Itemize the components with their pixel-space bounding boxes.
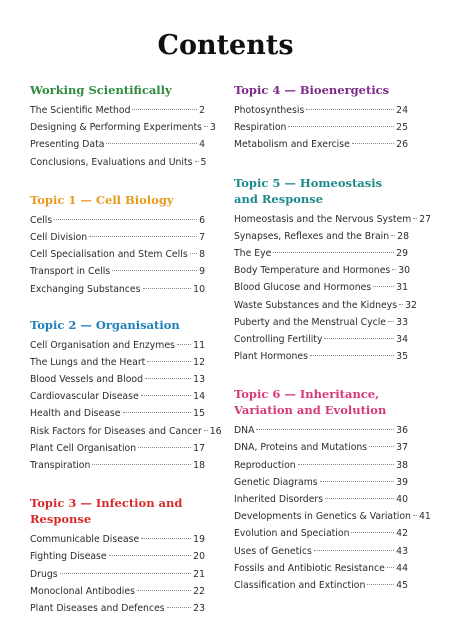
entry-page-number: 36 bbox=[396, 425, 408, 437]
contents-entry[interactable] bbox=[234, 457, 408, 474]
dot-leader bbox=[92, 464, 191, 465]
dot-leader bbox=[60, 573, 192, 574]
entry-title: Metabolism and Exercise bbox=[234, 139, 350, 151]
page-title: Contents bbox=[157, 30, 294, 61]
contents-section bbox=[30, 82, 216, 171]
left-column bbox=[30, 82, 222, 638]
entry-title: The Lungs and the Heart bbox=[30, 356, 146, 368]
entry-page-number: 27 bbox=[419, 213, 432, 225]
contents-entry[interactable] bbox=[30, 583, 205, 600]
entry-title: Photosynthesis bbox=[234, 105, 305, 116]
dot-leader bbox=[204, 430, 208, 431]
entry-page-number: 7 bbox=[199, 231, 205, 243]
dot-leader bbox=[137, 590, 191, 591]
dot-leader bbox=[325, 498, 394, 499]
entry-page-number: 16 bbox=[209, 425, 222, 437]
entry-title: Transport in Cells bbox=[30, 266, 111, 278]
contents-entry[interactable] bbox=[30, 405, 205, 422]
dot-leader bbox=[89, 236, 197, 237]
contents-entry[interactable] bbox=[234, 136, 408, 153]
dot-leader bbox=[298, 464, 394, 465]
dot-leader bbox=[195, 161, 199, 162]
contents-entry[interactable] bbox=[30, 119, 216, 136]
entry-title: The Eye bbox=[234, 247, 272, 259]
entry-page-number: 5 bbox=[200, 156, 207, 168]
entry-page-number: 9 bbox=[199, 266, 205, 278]
entry-title: Fossils and Antibiotic Resistance bbox=[234, 562, 385, 574]
dot-leader bbox=[141, 395, 191, 396]
entry-title: Homeostasis and the Nervous System bbox=[234, 213, 412, 225]
entry-title: Uses of Genetics bbox=[234, 545, 312, 557]
entry-page-number: 33 bbox=[396, 316, 408, 328]
section-heading: Topic 5 — Homeostasis and Response bbox=[234, 175, 383, 206]
entry-page-number: 26 bbox=[396, 139, 408, 151]
section-heading: Topic 2 — Organisation bbox=[30, 317, 180, 332]
dot-leader bbox=[399, 304, 403, 305]
dot-leader bbox=[147, 361, 191, 362]
entry-title: DNA bbox=[234, 425, 255, 437]
contents-section bbox=[30, 192, 205, 298]
dot-leader bbox=[324, 338, 394, 339]
entry-title: Exchanging Substances bbox=[30, 283, 141, 295]
entry-page-number: 3 bbox=[210, 122, 216, 134]
contents-entry[interactable] bbox=[234, 474, 408, 491]
entry-page-number: 37 bbox=[396, 442, 408, 454]
entry-page-number: 30 bbox=[398, 265, 411, 277]
entry-title: The Scientific Method bbox=[30, 105, 131, 116]
entry-title: Plant Hormones bbox=[234, 351, 308, 363]
entry-page-number: 2 bbox=[199, 105, 205, 116]
right-column bbox=[234, 82, 432, 615]
entry-page-number: 34 bbox=[396, 333, 408, 345]
dot-leader bbox=[310, 355, 394, 356]
dot-leader bbox=[320, 481, 395, 482]
dot-leader bbox=[138, 447, 191, 448]
contents-entry[interactable] bbox=[30, 281, 205, 298]
entry-page-number: 28 bbox=[397, 230, 409, 242]
dot-leader bbox=[54, 219, 197, 220]
entry-page-number: 29 bbox=[396, 247, 408, 259]
entry-page-number: 18 bbox=[193, 460, 205, 471]
section-heading: Working Scientifically bbox=[30, 83, 172, 97]
entry-title: Blood Glucose and Hormones bbox=[234, 282, 372, 294]
contents-entry[interactable] bbox=[234, 228, 408, 245]
entry-page-number: 25 bbox=[396, 122, 408, 134]
contents-entry[interactable] bbox=[30, 548, 205, 565]
contents-entry[interactable] bbox=[234, 491, 408, 508]
contents-entry[interactable] bbox=[30, 531, 205, 548]
contents-entry[interactable] bbox=[234, 297, 417, 314]
dot-leader bbox=[132, 109, 197, 110]
entry-page-number: 35 bbox=[396, 351, 408, 363]
contents-entry[interactable] bbox=[30, 440, 205, 457]
entry-title: Monoclonal Antibodies bbox=[30, 585, 135, 597]
dot-leader bbox=[369, 446, 394, 447]
contents-entry[interactable] bbox=[234, 279, 408, 296]
entry-title: Cell Organisation and Enzymes bbox=[30, 339, 175, 351]
contents-entry[interactable] bbox=[30, 154, 205, 171]
contents-entry[interactable] bbox=[234, 348, 408, 365]
dot-leader bbox=[190, 253, 197, 254]
entry-title: Blood Vessels and Blood bbox=[30, 374, 144, 386]
dot-leader bbox=[306, 109, 394, 110]
entry-title: Cell Specialisation and Stem Cells bbox=[30, 249, 188, 261]
contents-entry[interactable] bbox=[234, 422, 408, 439]
contents-entry[interactable] bbox=[30, 102, 205, 119]
contents-entry[interactable] bbox=[30, 337, 205, 354]
entry-page-number: 4 bbox=[199, 139, 205, 151]
entry-page-number: 14 bbox=[193, 391, 205, 403]
contents-section bbox=[234, 175, 432, 366]
dot-leader bbox=[177, 344, 191, 345]
dot-leader bbox=[314, 550, 394, 551]
contents-entry[interactable] bbox=[234, 119, 408, 136]
entry-title: Genetic Diagrams bbox=[234, 476, 318, 488]
dot-leader bbox=[351, 532, 394, 533]
dot-leader bbox=[288, 126, 394, 127]
dot-leader bbox=[352, 143, 394, 144]
contents-entry[interactable] bbox=[234, 439, 408, 456]
contents-entry[interactable] bbox=[30, 354, 205, 371]
contents-entry[interactable] bbox=[30, 229, 205, 246]
dot-leader bbox=[388, 321, 394, 322]
entry-page-number: 13 bbox=[193, 374, 205, 386]
contents-section bbox=[234, 386, 431, 594]
entry-title: Waste Substances and the Kidneys bbox=[234, 299, 398, 311]
entry-title: Cell Division bbox=[30, 231, 88, 243]
entry-title: Cells bbox=[30, 214, 53, 226]
contents-entry[interactable] bbox=[234, 543, 408, 560]
dot-leader bbox=[123, 412, 192, 413]
contents-entry[interactable] bbox=[30, 263, 205, 280]
entry-title: Puberty and the Menstrual Cycle bbox=[234, 316, 387, 328]
entry-title: Reproduction bbox=[234, 459, 296, 471]
dot-leader bbox=[204, 126, 208, 127]
dot-leader bbox=[109, 555, 192, 556]
contents-entry[interactable] bbox=[30, 566, 205, 583]
contents-entry[interactable] bbox=[30, 246, 205, 263]
entry-page-number: 6 bbox=[199, 214, 205, 226]
entry-page-number: 10 bbox=[193, 283, 205, 295]
dot-leader bbox=[413, 515, 417, 516]
dot-leader bbox=[112, 270, 197, 271]
entry-page-number: 11 bbox=[193, 339, 205, 351]
entry-title: Transpiration bbox=[30, 460, 91, 471]
entry-title: Plant Diseases and Defences bbox=[30, 602, 165, 614]
entry-title: Synapses, Reflexes and the Brain bbox=[234, 230, 390, 242]
entry-title: Presenting Data bbox=[30, 139, 105, 151]
contents-entry[interactable] bbox=[30, 388, 205, 405]
entry-page-number: 20 bbox=[193, 551, 205, 563]
entry-page-number: 39 bbox=[396, 476, 408, 488]
entry-title: Body Temperature and Hormones bbox=[234, 265, 391, 277]
entry-page-number: 44 bbox=[396, 562, 408, 574]
entry-page-number: 21 bbox=[193, 568, 205, 580]
entry-title: Inherited Disorders bbox=[234, 494, 324, 505]
dot-leader bbox=[392, 269, 396, 270]
entry-page-number: 41 bbox=[418, 511, 431, 523]
dot-leader bbox=[373, 286, 394, 287]
entry-page-number: 24 bbox=[396, 105, 408, 116]
contents-entry[interactable] bbox=[30, 600, 205, 617]
entry-title: Respiration bbox=[234, 122, 287, 134]
dot-leader bbox=[141, 538, 191, 539]
entry-title: Evolution and Speciation bbox=[234, 528, 350, 540]
entry-title: Drugs bbox=[30, 568, 58, 580]
entry-title: Risk Factors for Diseases and Cancer bbox=[30, 425, 202, 437]
contents-entry[interactable] bbox=[30, 457, 205, 474]
dot-leader bbox=[387, 567, 394, 568]
section-heading: Topic 1 — Cell Biology bbox=[30, 192, 174, 207]
dot-leader bbox=[167, 607, 192, 608]
dot-leader bbox=[143, 288, 192, 289]
entry-page-number: 23 bbox=[193, 602, 205, 614]
entry-page-number: 22 bbox=[193, 585, 205, 597]
contents-section bbox=[30, 495, 205, 617]
entry-page-number: 31 bbox=[396, 282, 408, 294]
entry-page-number: 12 bbox=[193, 356, 205, 368]
entry-title: Classification and Extinction bbox=[234, 579, 366, 591]
section-heading: Topic 6 — Inheritance, Variation and Evolution bbox=[234, 387, 387, 418]
entry-title: Controlling Fertility bbox=[234, 333, 323, 345]
contents-section bbox=[30, 317, 222, 475]
entry-title: Developments in Genetics & Variation bbox=[234, 511, 411, 523]
entry-page-number: 38 bbox=[396, 459, 408, 471]
entry-page-number: 17 bbox=[193, 442, 205, 454]
entry-page-number: 43 bbox=[396, 545, 408, 557]
contents-section bbox=[234, 82, 408, 154]
entry-title: Fighting Disease bbox=[30, 551, 107, 563]
entry-page-number: 40 bbox=[396, 494, 408, 505]
contents-entry[interactable] bbox=[234, 525, 408, 542]
contents-entry[interactable] bbox=[234, 211, 432, 228]
entry-title: Cardiovascular Disease bbox=[30, 391, 139, 403]
dot-leader bbox=[106, 143, 197, 144]
dot-leader bbox=[273, 252, 394, 253]
entry-title: DNA, Proteins and Mutations bbox=[234, 442, 368, 454]
entry-title: Conclusions, Evaluations and Units bbox=[30, 156, 193, 168]
dot-leader bbox=[367, 584, 394, 585]
contents-entry[interactable] bbox=[234, 245, 408, 262]
contents-entry[interactable] bbox=[30, 371, 205, 388]
section-heading: Topic 4 — Bioenergetics bbox=[234, 83, 390, 97]
section-heading: Topic 3 — Infection and Response bbox=[30, 496, 183, 527]
entry-page-number: 42 bbox=[396, 528, 408, 540]
entry-page-number: 45 bbox=[396, 579, 408, 591]
entry-title: Communicable Disease bbox=[30, 534, 140, 546]
contents-entry[interactable] bbox=[234, 314, 408, 331]
entry-page-number: 32 bbox=[405, 299, 417, 311]
dot-leader bbox=[145, 378, 191, 379]
dot-leader bbox=[413, 218, 417, 219]
dot-leader bbox=[391, 235, 395, 236]
entry-page-number: 8 bbox=[199, 249, 205, 261]
contents-entry[interactable] bbox=[234, 560, 408, 577]
entry-title: Plant Cell Organisation bbox=[30, 442, 137, 454]
contents-entry[interactable] bbox=[30, 136, 205, 153]
contents-entry[interactable] bbox=[234, 577, 408, 594]
contents-entry[interactable] bbox=[234, 262, 411, 279]
contents-entry[interactable] bbox=[234, 508, 431, 525]
contents-entry[interactable] bbox=[234, 102, 408, 119]
entry-title: Health and Disease bbox=[30, 408, 121, 420]
entry-title: Designing & Performing Experiments bbox=[30, 122, 203, 134]
entry-page-number: 19 bbox=[193, 534, 205, 546]
entry-page-number: 15 bbox=[193, 408, 205, 420]
dot-leader bbox=[256, 429, 394, 430]
contents-entry[interactable] bbox=[234, 331, 408, 348]
contents-entry[interactable] bbox=[30, 423, 222, 440]
contents-entry[interactable] bbox=[30, 212, 205, 229]
